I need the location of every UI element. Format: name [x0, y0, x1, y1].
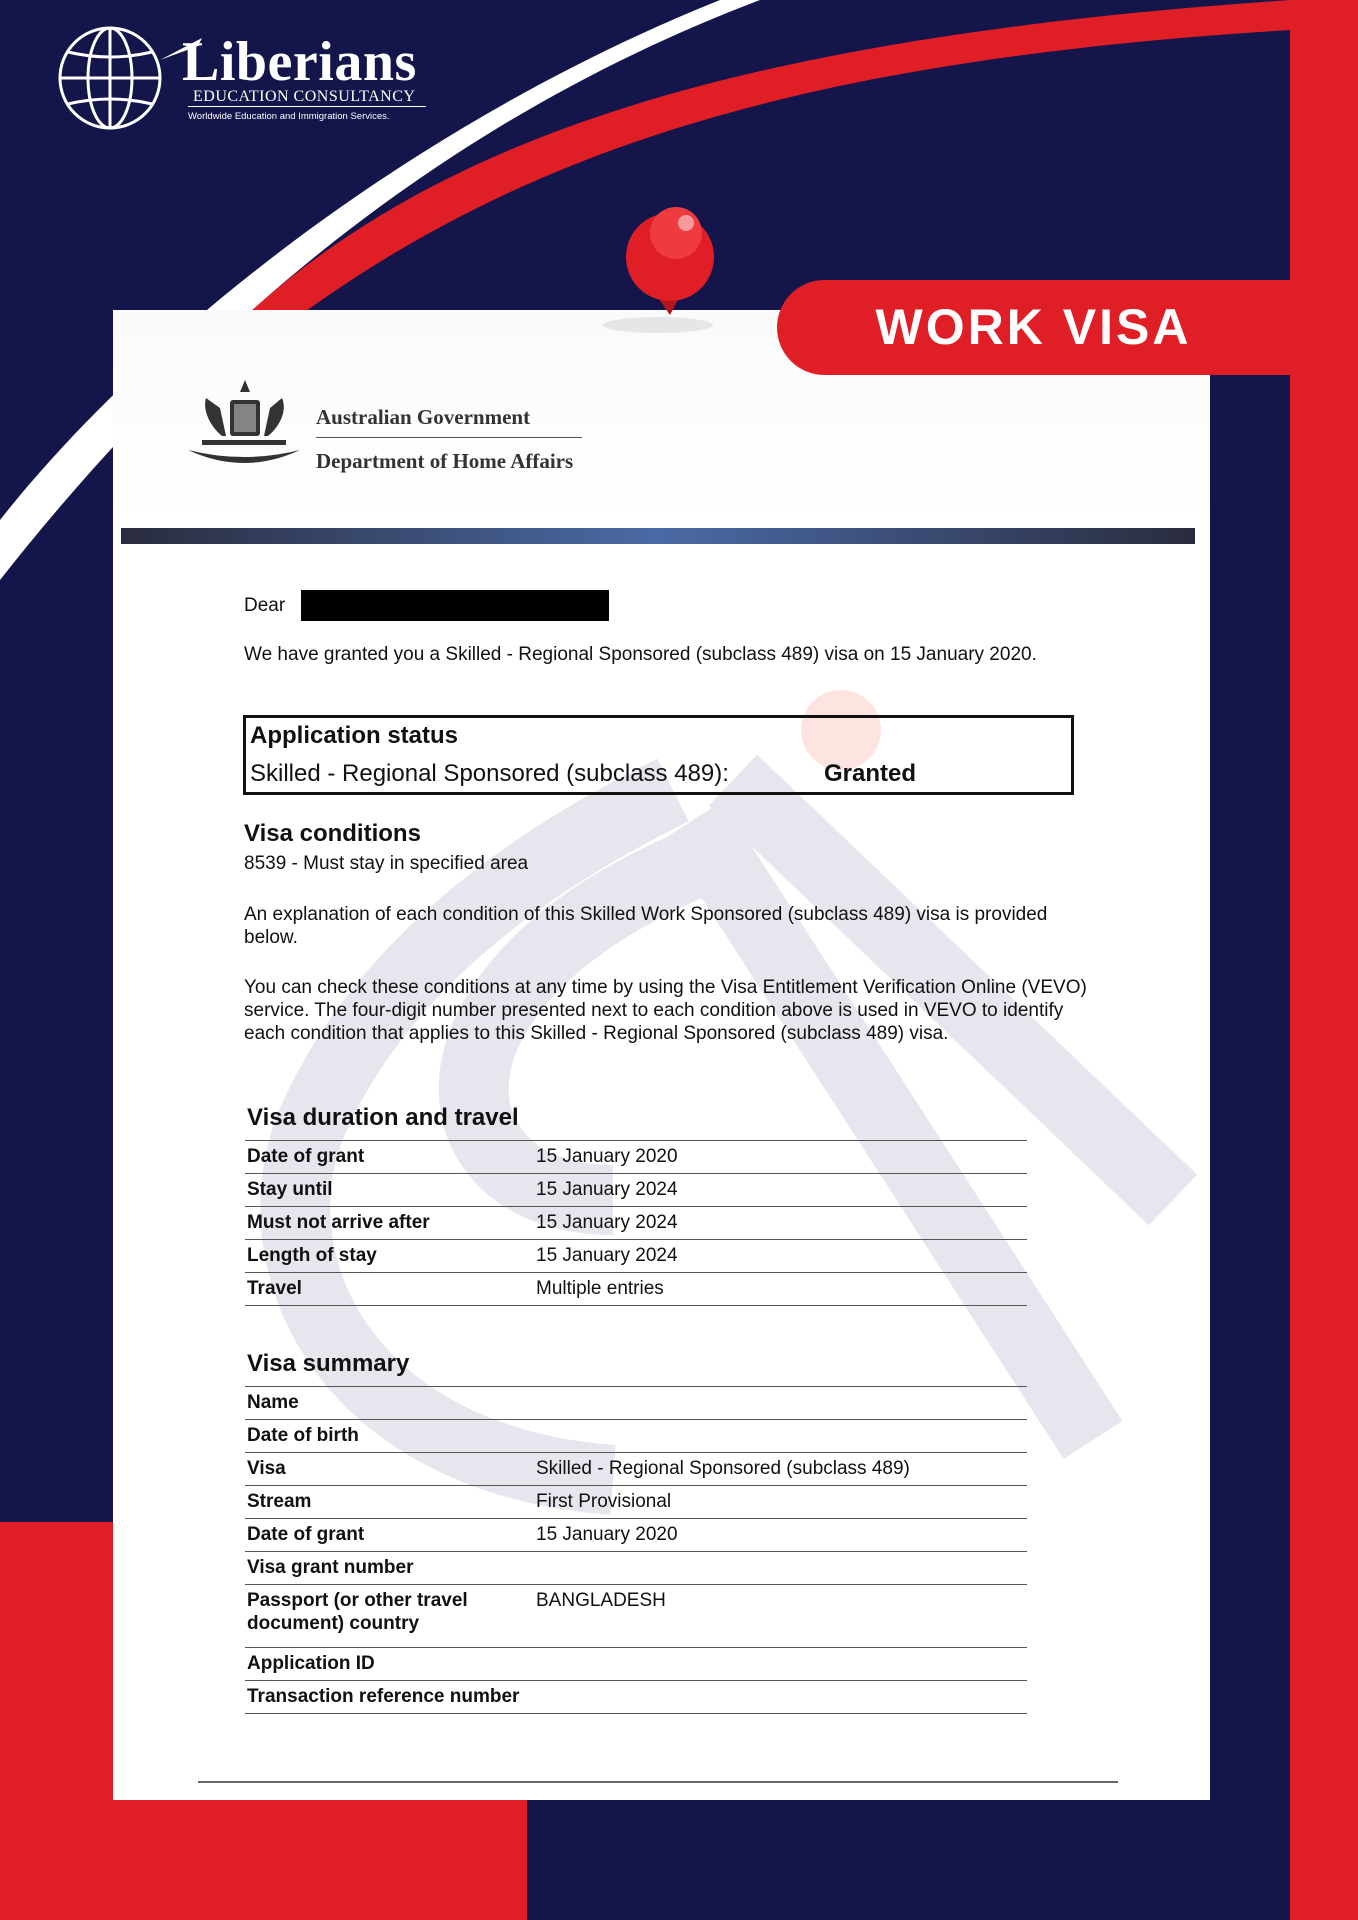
- application-status-value: Granted: [824, 760, 917, 787]
- letterhead-divider: [316, 437, 582, 438]
- table-row: [245, 1647, 1027, 1680]
- application-status-heading: Application status: [250, 722, 459, 749]
- row-value: Multiple entries: [536, 1278, 664, 1299]
- brand-subtitle: EDUCATION CONSULTANCY: [193, 88, 416, 105]
- conditions-paragraph-1: An explanation of each condition of this Skilled Work Sponsored (subclass 489) visa is provided below.: [244, 904, 1048, 948]
- table-row: [245, 1272, 1027, 1305]
- coat-of-arms-icon: [182, 378, 306, 476]
- row-label: Application ID: [247, 1653, 375, 1674]
- row-value: 15 January 2020: [536, 1146, 678, 1167]
- table-row: [245, 1419, 1027, 1452]
- row-value: 15 January 2020: [536, 1524, 678, 1545]
- brand-divider: [188, 106, 426, 107]
- brand-tagline: Worldwide Education and Immigration Services.: [188, 111, 390, 122]
- row-label: Date of grant: [247, 1146, 365, 1167]
- application-status-label: Skilled - Regional Sponsored (subclass 489):: [250, 760, 729, 787]
- header-bar: [121, 528, 1195, 544]
- pushpin-icon: [600, 195, 740, 335]
- visa-summary-heading: Visa summary: [247, 1350, 410, 1377]
- table-divider: [245, 1305, 1027, 1306]
- intro-text: We have granted you a Skilled - Regional Sponsored (subclass 489) visa on 15 January 2020.: [244, 644, 1037, 665]
- row-label: Name: [247, 1392, 299, 1413]
- letterhead-line1: Australian Government: [316, 405, 531, 429]
- table-row: [245, 1551, 1027, 1584]
- table-row: [245, 1386, 1027, 1419]
- visa-conditions-heading: Visa conditions: [244, 820, 421, 847]
- row-label: Visa: [247, 1458, 286, 1479]
- table-row: [245, 1485, 1027, 1518]
- table-row: [245, 1206, 1027, 1239]
- row-label: Date of grant: [247, 1524, 365, 1545]
- letterhead-line2: Department of Home Affairs: [316, 449, 574, 473]
- conditions-paragraph-2: You can check these conditions at any time by using the Visa Entitlement Verification Online (VEVO) service. The four-digit number presented next to each condition above is used in VEVO to identify each condition that applies to this Skilled - Regional Sponsored (subclass 489) visa.: [244, 977, 1087, 1044]
- redacted-name: [301, 590, 609, 621]
- visa-duration-heading: Visa duration and travel: [247, 1104, 519, 1131]
- row-value: Skilled - Regional Sponsored (subclass 489): [536, 1458, 910, 1479]
- row-value: 15 January 2024: [536, 1245, 678, 1266]
- condition-item: 8539 - Must stay in specified area: [244, 853, 529, 874]
- row-value: 15 January 2024: [536, 1179, 678, 1200]
- table-row: [245, 1452, 1027, 1485]
- row-label: Stream: [247, 1491, 312, 1512]
- row-label: Length of stay: [247, 1245, 377, 1266]
- salutation: Dear: [244, 595, 286, 616]
- table-row: [245, 1518, 1027, 1551]
- row-value: First Provisional: [536, 1491, 672, 1512]
- row-label: Visa grant number: [247, 1557, 414, 1578]
- table-row: [245, 1680, 1027, 1713]
- row-value: BANGLADESH: [536, 1590, 666, 1611]
- row-label: Stay until: [247, 1179, 333, 1200]
- table-row: [245, 1173, 1027, 1206]
- brand-name: Liberians: [182, 31, 417, 93]
- row-label: Must not arrive after: [247, 1212, 430, 1233]
- table-divider: [245, 1713, 1027, 1714]
- table-row: [245, 1239, 1027, 1272]
- row-label: Transaction reference number: [247, 1686, 520, 1707]
- banner-label: WORK VISA: [875, 299, 1192, 355]
- row-label: Travel: [247, 1278, 302, 1299]
- row-label: Passport (or other travel document) country: [247, 1590, 468, 1634]
- table-row: [245, 1140, 1027, 1173]
- footer-divider: [198, 1781, 1118, 1783]
- table-row: [245, 1584, 1027, 1647]
- row-value: 15 January 2024: [536, 1212, 678, 1233]
- row-label: Date of birth: [247, 1425, 359, 1446]
